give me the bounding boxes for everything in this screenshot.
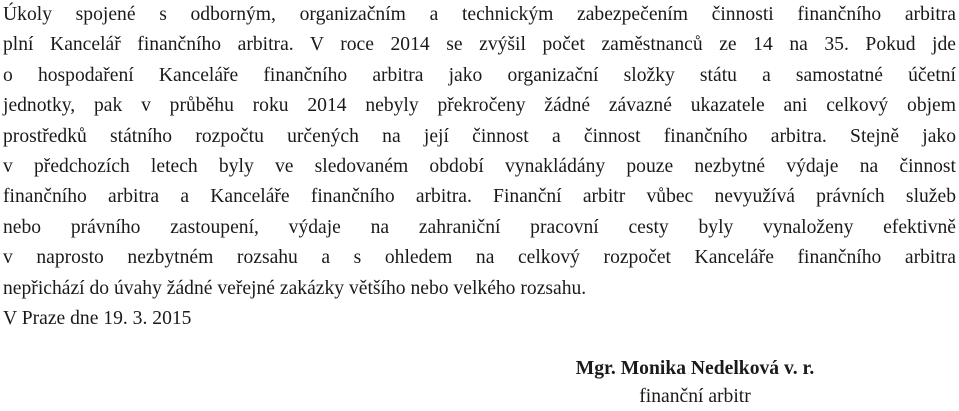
signatory-title: finanční arbitr (639, 386, 751, 407)
signatory-name: Mgr. Monika Nedelková v. r. (575, 358, 815, 379)
paragraph-line: prostředků státního rozpočtu určených na její činnost a činnost finančního arbitra. Stejně jako (3, 125, 956, 147)
paragraph-line: plní Kancelář finančního arbitra. V roce 2014 se zvýšil počet zaměstnanců ze 14 na 35. Pokud jde (3, 34, 956, 56)
signature-block (520, 355, 870, 411)
paragraph-line: jednotky, pak v průběhu roku 2014 nebyly překročeny žádné závazné ukazatele ani celkový objem (3, 95, 956, 117)
paragraph-line: o hospodaření Kanceláře finančního arbitra jako organizační složky státu a samostatné účetní (3, 64, 956, 86)
paragraph-line: nebo právního zastoupení, výdaje na zahraniční pracovní cesty byly vynaloženy efektivně (3, 216, 956, 238)
paragraph-line: nepřichází do úvahy žádné veřejné zakázky většího nebo velkého rozsahu. (3, 277, 587, 299)
body-paragraph (3, 0, 956, 304)
paragraph-line: v předchozích letech byly ve sledovaném období vynakládány pouze nezbytné výdaje na činnost (3, 156, 956, 178)
paragraph-line: v naprosto nezbytném rozsahu a s ohledem na celkový rozpočet Kanceláře finančního arbitra (3, 247, 956, 269)
paragraph-line: finančního arbitra a Kanceláře finančního arbitra. Finanční arbitr vůbec nevyužívá právních služeb (3, 186, 956, 208)
paragraph-line: Úkoly spojené s odborným, organizačním a technickým zabezpečením činnosti finančního arbitra (3, 4, 956, 25)
place-date: V Praze dne 19. 3. 2015 (3, 308, 192, 329)
